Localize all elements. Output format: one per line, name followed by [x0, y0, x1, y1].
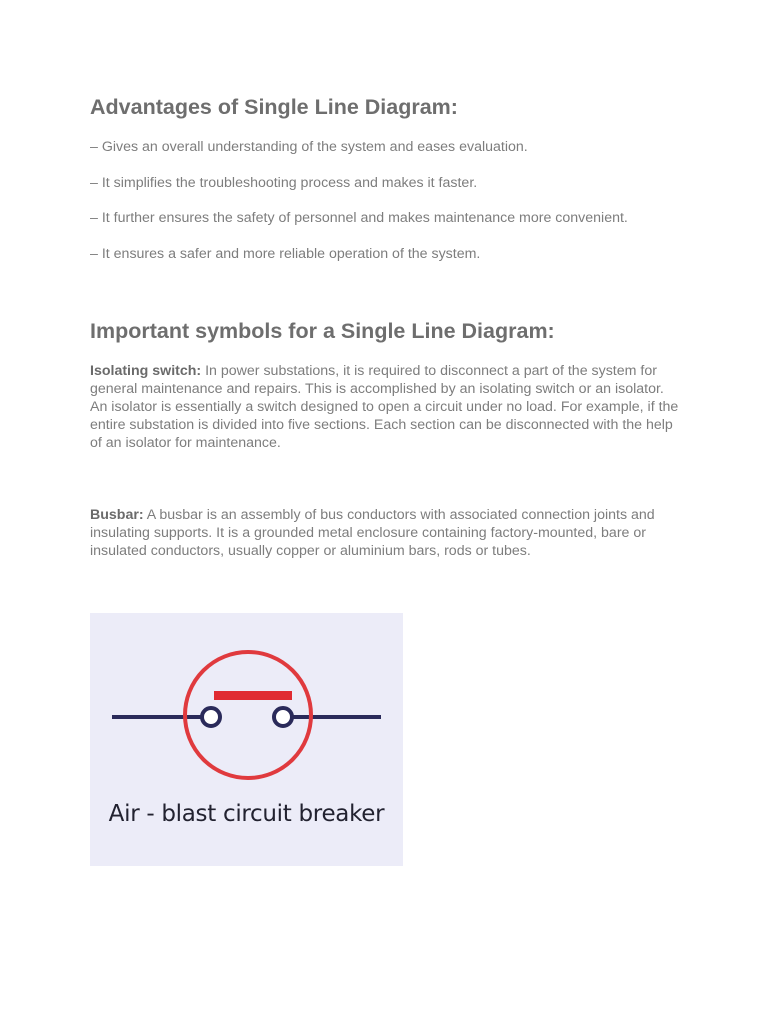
- symbols-heading: Important symbols for a Single Line Diagram:: [90, 319, 555, 343]
- air-blast-circuit-breaker-figure: [90, 613, 403, 866]
- figure-caption: Air - blast circuit breaker: [108, 801, 385, 827]
- advantages-heading: Advantages of Single Line Diagram:: [90, 95, 458, 119]
- left-terminal: [202, 708, 220, 726]
- circuit-breaker-symbol: [90, 613, 403, 866]
- isolating-switch-text: In power substations, it is required to disconnect a part of the system for general maintenance and repairs. This is accomplished by an isolating switch or an isolator. An isolator is essentially a switch designed to open a circuit under no load. For example, if the entire substation is divided into five sections. Each section can be disconnected with the help of an isolator for maintenance.: [90, 363, 679, 451]
- advantage-item: – Gives an overall understanding of the system and eases evaluation.: [90, 139, 528, 155]
- isolating-switch-term: Isolating switch:: [90, 363, 202, 379]
- busbar-term: Busbar:: [90, 507, 144, 523]
- busbar-paragraph: [90, 506, 680, 560]
- advantage-item: – It simplifies the troubleshooting process and makes it faster.: [90, 175, 478, 191]
- busbar-text: A busbar is an assembly of bus conductors with associated connection joints and insulating supports. It is a grounded metal enclosure containing factory-mounted, bare or insulated conductors, usually copper or aluminium bars, rods or tubes.: [90, 507, 655, 559]
- isolating-switch-paragraph: [90, 362, 680, 452]
- advantage-item: – It further ensures the safety of personnel and makes maintenance more convenient.: [90, 210, 628, 226]
- advantage-item: – It ensures a safer and more reliable operation of the system.: [90, 246, 481, 262]
- right-terminal: [274, 708, 292, 726]
- contact-bar: [214, 691, 292, 700]
